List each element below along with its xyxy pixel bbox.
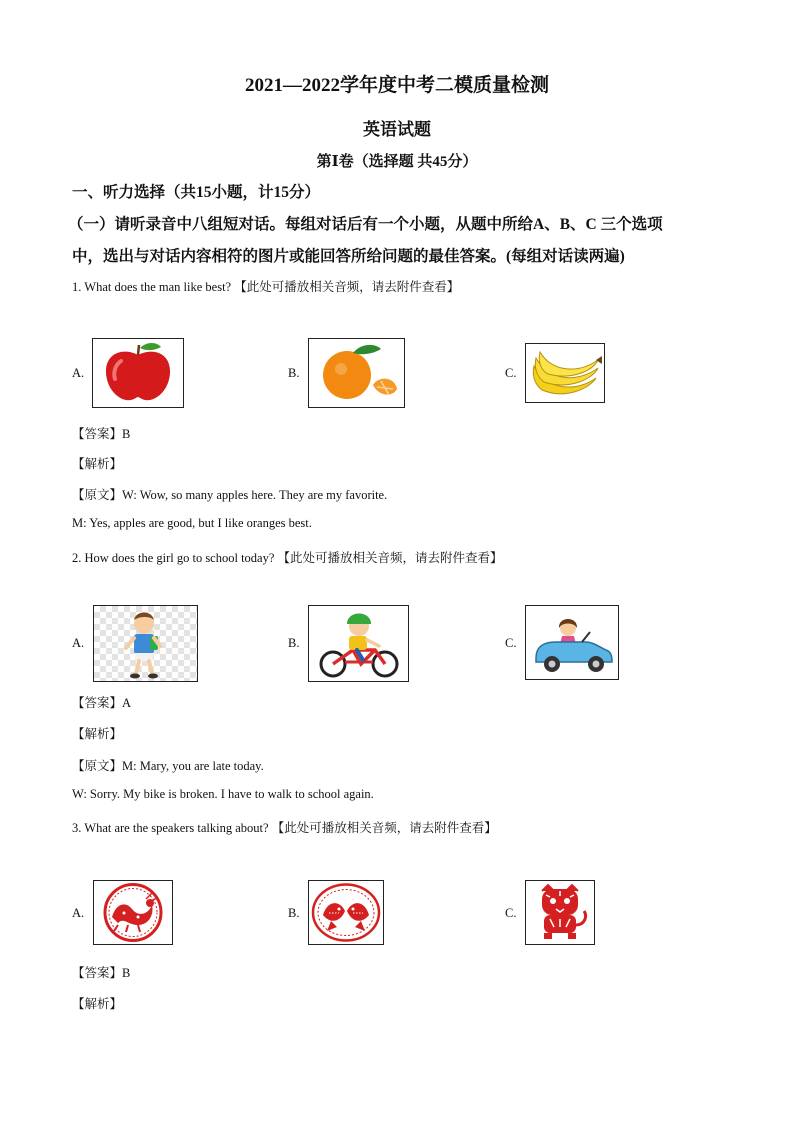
car-driver-image[interactable]: [525, 605, 619, 680]
exam-subtitle: 英语试题: [363, 120, 431, 139]
q2-answer: 【答案】A: [72, 696, 132, 710]
orange-image[interactable]: [308, 338, 405, 408]
question-2-stem: 2. How does the girl go to school today? 【此处可播放相关音频，请去附件查看】: [72, 551, 503, 565]
instruction-line-1: （一）请听录音中八组短对话。每组对话后有一个小题，从题中所给A、B、C 三个选项: [68, 216, 663, 233]
q1-answer: 【答案】B: [72, 427, 131, 441]
q2-option-b-label: B.: [288, 636, 300, 650]
exam-title: 2021—2022学年度中考二模质量检测: [244, 75, 549, 96]
question-1-stem: 1. What does the man like best? 【此处可播放相关音频，请去附件查看】: [72, 280, 460, 294]
banana-image[interactable]: [525, 343, 605, 403]
q2-analysis: 【解析】: [72, 727, 123, 741]
paper-cut-tiger-image[interactable]: [525, 880, 595, 945]
paper-cut-dragon-image[interactable]: [93, 880, 173, 945]
q2-option-c-label: C.: [505, 636, 517, 650]
q3-option-a-label: A.: [72, 906, 85, 920]
q2-transcript-1: 【原文】M: Mary, you are late today.: [72, 759, 264, 773]
part-heading: 第Ⅰ卷（选择题 共45分）: [316, 154, 478, 170]
walking-boy-image[interactable]: [93, 605, 198, 682]
q1-transcript-1: 【原文】W: Wow, so many apples here. They are my favorite.: [72, 488, 388, 502]
q3-analysis: 【解析】: [72, 997, 123, 1011]
q1-transcript-2: M: Yes, apples are good, but I like oranges best.: [72, 516, 312, 530]
bike-rider-image[interactable]: [308, 605, 409, 682]
q3-option-b-label: B.: [288, 906, 300, 920]
q2-option-a-label: A.: [72, 636, 85, 650]
q2-transcript-2: W: Sorry. My bike is broken. I have to walk to school again.: [72, 787, 374, 801]
q3-option-c-label: C.: [505, 906, 517, 920]
paper-cut-fish-image[interactable]: [308, 880, 384, 945]
q3-answer: 【答案】B: [72, 966, 131, 980]
q1-analysis: 【解析】: [72, 457, 123, 471]
q1-option-a-label: A.: [72, 366, 85, 380]
q1-option-c-label: C.: [505, 366, 517, 380]
section-heading: 一、听力选择（共15小题，计15分）: [72, 184, 321, 201]
q1-option-b-label: B.: [288, 366, 300, 380]
instruction-line-2: 中，选出与对话内容相符的图片或能回答所给问题的最佳答案。(每组对话读两遍): [72, 248, 625, 265]
question-3-stem: 3. What are the speakers talking about? 【此处可播放相关音频，请去附件查看】: [72, 821, 497, 835]
apple-image[interactable]: [92, 338, 184, 408]
